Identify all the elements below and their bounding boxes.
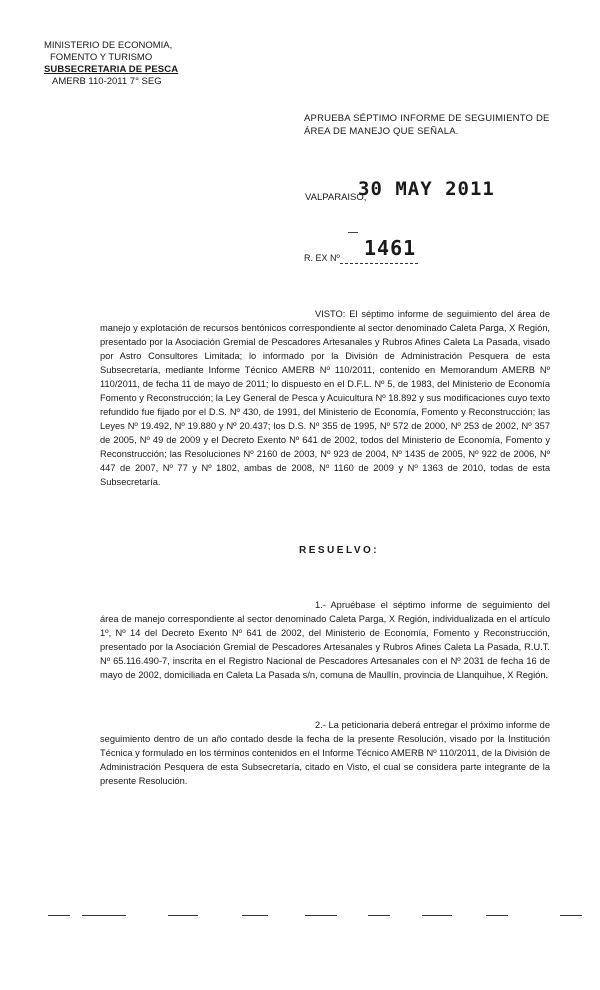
resuelvo-heading: RESUELVO:: [299, 545, 380, 556]
resolution-number: 1461: [364, 236, 417, 260]
ministry-name: MINISTERIO DE ECONOMIA,: [44, 40, 173, 51]
date-stamp: 30 MAY 2011: [358, 178, 495, 200]
file-reference: AMERB 110-2011 7° SEG: [52, 76, 162, 87]
footer-rule: [486, 915, 508, 916]
footer-rule: [82, 915, 126, 916]
handwritten-mark: [348, 232, 358, 233]
ministry-name-line2: FOMENTO Y TURISMO: [50, 52, 153, 63]
footer-rule: [560, 915, 582, 916]
subsecretaria-name: SUBSECRETARIA DE PESCA: [44, 64, 179, 75]
document-subject: APRUEBA SÉPTIMO INFORME DE SEGUIMIENTO DE ÁREA DE MANEJO QUE SEÑALA.: [304, 113, 550, 137]
resolution-item-1: 1.- Apruébase el séptimo informe de seguimiento del área de manejo correspondiente al sector denominado Caleta Parga, X Región, individualizada en el artículo 1º, Nº 14 del Decreto Exento Nº 641 de 2002, del Ministerio de Economía, Fomento y Reconstrucción, presentado por la Asociación Gremial de Pescadores Artesanales y Rubros Afines Caleta La Pasada, R.U.T. Nº 65.116.490-7, inscrita en el Registro Nacional de Pescadores Artesanales con el Nº 2031 de fecha 16 de mayo de 2002, domiciliada en Caleta La Pasada s/n, comuna de Maullín, provincia de Llanquihue, X Región.: [100, 600, 550, 680]
footer-rule: [48, 915, 70, 916]
footer-rule: [242, 915, 268, 916]
issuer-header: [44, 40, 214, 88]
resolution-number-line: [340, 263, 418, 264]
resolution-item-2: 2.- La peticionaria deberá entregar el próximo informe de seguimiento dentro de un año contado desde la fecha de la presente Resolución, visado por la Institución Técnica y formulado en los términos contenidos en el Informe Técnico AMERB Nº 110/2011, de la División de Administración Pesquera de esta Subsecretaría, citado en Visto, el cual se considera parte integrante de la presente Resolución.: [100, 720, 550, 786]
footer-rule: [422, 915, 452, 916]
footer-rule: [305, 915, 337, 916]
resolution-label: R. EX Nº: [304, 253, 340, 263]
place-label: VALPARAISO,: [305, 192, 367, 203]
footer-rule: [168, 915, 198, 916]
visto-paragraph: VISTO: El séptimo informe de seguimiento del área de manejo y explotación de recursos bentónicos correspondiente al sector denominado Caleta Parga, X Región, presentado por la Asociación Gremial de Pescadores Artesanales y Rubros Afines Caleta La Pasada, visado por Astro Consultores Limitada; lo informado por la División de Administración Pesquera de esta Subsecretaría, mediante Informe Técnico AMERB Nº 110/2011, contenido en Memorandum AMERB Nº 110/2011, de fecha 11 de mayo de 2011; lo dispuesto en el D.F.L. Nº 5, de 1983, del Ministerio de Economía Fomento y Reconstrucción; la Ley General de Pesca y Acuicultura Nº 18.892 y sus modificaciones cuyo texto refundido fue fijado por el D.S. Nº 430, de 1991, del Ministerio de Economía, Fomento y Reconstrucción; las Leyes Nº 19.492, Nº 19.880 y Nº 20.437; los D.S. Nº 355 de 1995, Nº 572 de 2000, Nº 253 de 2002, Nº 357 de 2005, Nº 49 de 2009 y el Decreto Exento Nº 641 de 2002, todos del Ministerio de Economía, Fomento y Reconstrucción; las Resoluciones Nº 2160 de 2003, Nº 923 de 2004, Nº 1435 de 2005, Nº 922 de 2006, Nº 447 de 2007, Nº 77 y Nº 1802, ambas de 2008, Nº 1160 de 2009 y Nº 1363 de 2010, todas de esta Subsecretaría.: [100, 309, 550, 487]
footer-rule: [368, 915, 390, 916]
